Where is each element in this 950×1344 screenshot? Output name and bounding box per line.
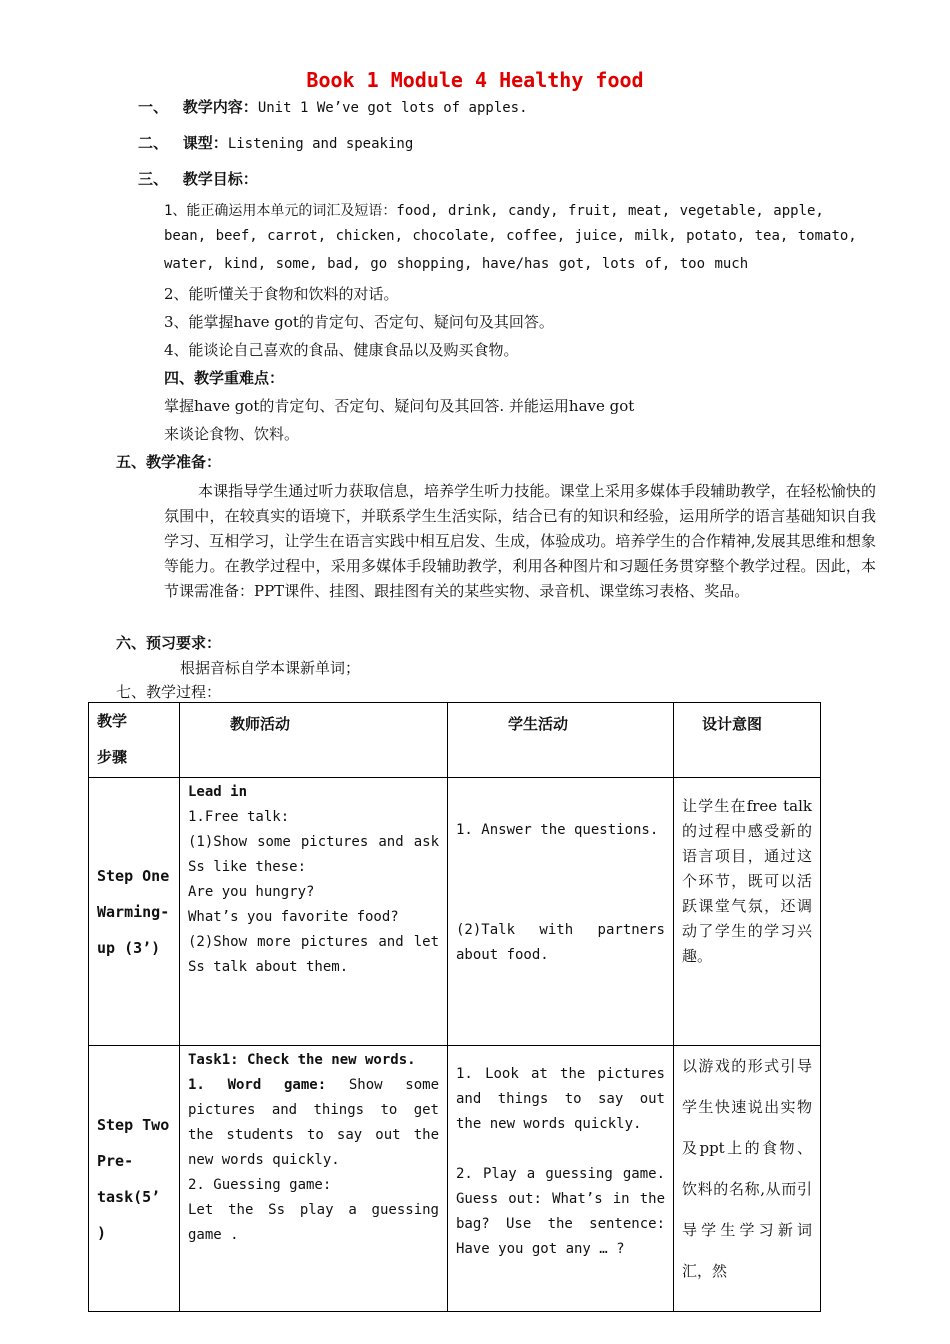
- row1-step: [89, 778, 180, 1046]
- row2-intent-text: 以游戏的形式引导学生快速说出实物及ppt上的食物、饮料的名称,从而引导学生学习新词汇，然: [682, 1057, 812, 1280]
- row1-intent: [674, 778, 821, 1046]
- goal-3: 3、能掌握have got的肯定句、否定句、疑问句及其回答。: [164, 313, 554, 331]
- row1-teacher-title: Lead in: [188, 784, 248, 800]
- header-step-line-2: 步骤: [97, 748, 128, 766]
- section-number: 三、: [138, 170, 169, 188]
- row1-teacher-line: 1.Free talk:: [188, 809, 290, 825]
- header-step-line-1: 教学: [97, 712, 128, 730]
- row2-step-line-3: task(5’: [97, 1187, 161, 1206]
- row2-step-line-2: Pre-: [97, 1151, 134, 1170]
- row2-word-game-label: 1. Word game:: [188, 1077, 327, 1093]
- teaching-process-table: [88, 702, 821, 1312]
- row1-teacher: [180, 778, 448, 1046]
- header-step: [89, 703, 180, 778]
- row2-student: [448, 1046, 674, 1312]
- section-preparation: 五、教学准备：: [116, 453, 222, 471]
- preparation-paragraph: 本课指导学生通过听力获取信息，培养学生听力技能。课堂上采用多媒体手段辅助教学，在轻松愉快的氛围中，在较真实的语境下，并联系学生生活实际，结合已有的知识和经验，运用所学的语言基础知识自我学习、互相学习，让学生在语言实践中相互启发、生成，体验成功。培养学生的合作精神,发展其思维和想象等能力。在教学过程中，采用多媒体手段辅助教学，利用各种图片和习题任务贯穿整个教学过程。因此，本节课需准备：PPT课件、挂图、跟挂图有关的某些实物、录音机、课堂练习表格、奖品。: [164, 482, 876, 600]
- row1-student-line-1: 1. Answer the questions.: [456, 822, 659, 838]
- row2-step-line-4: ): [97, 1223, 107, 1242]
- row2-guessing-label: 2. Guessing game:: [188, 1177, 332, 1193]
- row1-teacher-line: What’s you favorite food?: [188, 909, 399, 925]
- row1-teacher-line: (2)Show more pictures and let Ss talk about them.: [188, 934, 439, 975]
- header-teacher: 教师活动: [180, 703, 448, 778]
- row2-step: [89, 1046, 180, 1312]
- section-number: 一、: [138, 98, 169, 116]
- preview-text: 根据音标自学本课新单词；: [180, 659, 361, 677]
- row2-intent: [674, 1046, 821, 1312]
- goal-2: 2、能听懂关于食物和饮料的对话。: [164, 285, 399, 303]
- row1-student-line-2: (2)Talk with partners about food.: [456, 922, 665, 963]
- section-teaching-content: [138, 96, 528, 117]
- section-teaching-goals: [138, 168, 258, 189]
- row2-teacher-title: Task1: Check the new words.: [188, 1052, 416, 1068]
- row1-student: [448, 778, 674, 1046]
- row1-intent-text: 让学生在free talk的过程中感受新的语言项目，通过这个环节，既可以活跃课堂气氛，还调动了学生的学习兴趣。: [682, 797, 812, 965]
- goal-1-line-2: bean, beef, carrot, chicken, chocolate, coffee, juice, milk, potato, tea, tomato,: [164, 228, 857, 244]
- row2-teacher: [180, 1046, 448, 1312]
- row2-step-line-1: Step Two: [97, 1115, 170, 1134]
- key-points-line-1: 掌握have got的肯定句、否定句、疑问句及其回答. 并能运用have got: [164, 397, 635, 415]
- goal-1-line-3: water, kind, some, bad, go shopping, have/has got, lots of, too much: [164, 256, 749, 272]
- row2-word-game-text: Show some pictures and things to get the students to say out the new words quickly.: [188, 1077, 439, 1168]
- section-preview: 六、预习要求：: [116, 634, 222, 652]
- section-label: 教学内容：: [182, 98, 258, 116]
- section-label: 课型：: [182, 134, 228, 152]
- section-process: 七、教学过程：: [116, 683, 222, 701]
- section-key-points: 四、教学重难点：: [164, 369, 285, 387]
- section-text: Unit 1 We’ve got lots of apples.: [257, 100, 528, 116]
- table-row: [89, 1046, 821, 1312]
- row1-teacher-line: Are you hungry?: [188, 884, 315, 900]
- row1-step-line-3: up (3’): [97, 938, 161, 957]
- section-text: Listening and speaking: [227, 136, 414, 152]
- header-intent: 设计意图: [674, 703, 821, 778]
- row1-step-line-2: Warming-: [97, 902, 170, 921]
- row2-student-line-2: 2. Play a guessing game. Guess out: What’s in the bag? Use the sentence: Have you got any … ?: [456, 1166, 665, 1257]
- section-lesson-type: [138, 132, 413, 153]
- key-points-line-2: 来谈论食物、饮料。: [164, 425, 300, 443]
- row2-student-line-1: 1. Look at the pictures and things to say out the new words quickly.: [456, 1066, 665, 1132]
- row1-step-line-1: Step One: [97, 866, 170, 885]
- goal-1-line-1: 1、能正确运用本单元的词汇及短语：food, drink, candy, fruit, meat, vegetable, apple,: [164, 203, 824, 219]
- goal-4: 4、能谈论自己喜欢的食品、健康食品以及购买食物。: [164, 341, 519, 359]
- document-title: Book 1 Module 4 Healthy food: [306, 68, 644, 92]
- row1-teacher-line: (1)Show some pictures and ask Ss like these:: [188, 834, 439, 875]
- section-number: 二、: [138, 134, 169, 152]
- section-label: 教学目标：: [182, 170, 258, 188]
- table-header-row: [89, 703, 821, 778]
- header-student: 学生活动: [448, 703, 674, 778]
- table-row: [89, 778, 821, 1046]
- row2-guessing-text: Let the Ss play a guessing game .: [188, 1202, 439, 1243]
